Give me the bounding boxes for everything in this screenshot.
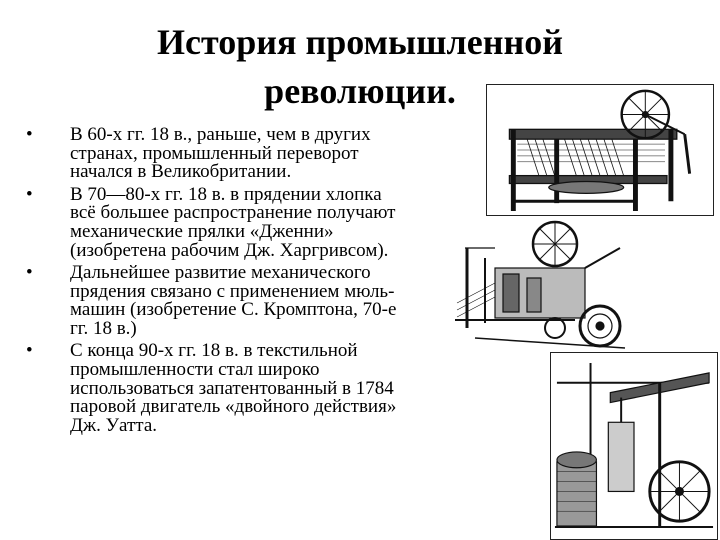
steam-engine-image bbox=[550, 352, 718, 540]
bullet-line: гг. 18 в.) bbox=[70, 318, 137, 340]
bullet-dot: • bbox=[26, 340, 33, 362]
bullet-item bbox=[26, 183, 462, 261]
bullet-line: Дальнейшее развитие механического bbox=[70, 261, 371, 283]
title-line-1: История промышленной bbox=[157, 22, 563, 62]
bullet-line: машин (изобретение С. Кромптона, 70-е bbox=[70, 299, 397, 321]
bullet-line: Дж. Уатта. bbox=[70, 415, 158, 437]
bullet-item bbox=[26, 126, 462, 182]
bullet-line: странах, промышленный переворот bbox=[70, 142, 359, 164]
bullet-line: механические прялки «Дженни» bbox=[70, 221, 334, 243]
bullet-list bbox=[26, 126, 462, 439]
bullet-line: прядения связано с применением мюль- bbox=[70, 280, 395, 302]
title-line-2: революции. bbox=[264, 71, 456, 111]
bullet-line: всё большее распространение получают bbox=[70, 202, 396, 224]
bullet-line: (изобретена рабочим Дж. Харгривсом). bbox=[70, 239, 389, 261]
bullet-line: промышленности стал широко bbox=[70, 358, 320, 380]
bullet-line: С конца 90-х гг. 18 в. в текстильной bbox=[70, 340, 358, 362]
bullet-line: использоваться запатентованный в 1784 bbox=[70, 377, 394, 399]
bullet-line: В 70—80-х гг. 18 в. в прядении хлопка bbox=[70, 183, 382, 205]
bullet-line: начался в Великобритании. bbox=[70, 161, 292, 183]
bullet-dot: • bbox=[26, 261, 33, 283]
bullet-item bbox=[26, 261, 462, 340]
bullet-dot: • bbox=[26, 183, 33, 205]
spinning-jenny-image bbox=[486, 84, 714, 216]
spinning-mule-image bbox=[455, 208, 635, 356]
bullet-item bbox=[26, 342, 462, 436]
bullet-dot: • bbox=[26, 124, 33, 145]
bullet-line: паровой двигатель «двойного действия» bbox=[70, 396, 397, 418]
bullet-line: В 60-х гг. 18 в., раньше, чем в других bbox=[70, 124, 371, 145]
